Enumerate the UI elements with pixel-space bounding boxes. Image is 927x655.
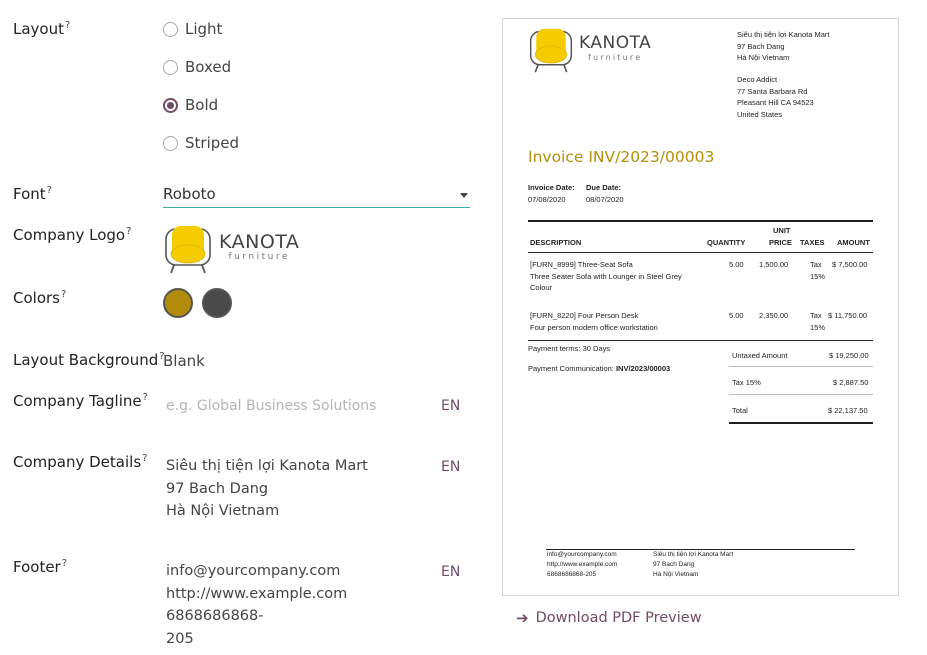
- download-pdf-preview-link[interactable]: ➔ Download PDF Preview: [516, 609, 702, 627]
- layout-option-boxed[interactable]: Boxed: [163, 57, 231, 77]
- radio-circle[interactable]: [163, 22, 178, 37]
- col-quantity: QUANTITY: [707, 238, 746, 247]
- font-label: Font?: [13, 185, 52, 203]
- preview-invoice-title: Invoice INV/2023/00003: [528, 148, 715, 166]
- footer-language-button[interactable]: EN: [441, 564, 461, 580]
- layout-option-bold[interactable]: Bold: [163, 95, 218, 115]
- help-tooltip[interactable]: ?: [142, 392, 148, 403]
- layout-background-value[interactable]: Blank: [163, 352, 205, 370]
- footer-field[interactable]: info@yourcompany.com http://www.example.com 6868686868- 205: [166, 563, 348, 647]
- preview-footer-contact: info@yourcompany.com http://www.example.com 6868686868-205: [547, 551, 618, 578]
- company-tagline-input[interactable]: [166, 396, 431, 416]
- help-tooltip[interactable]: ?: [65, 20, 71, 31]
- company-details-language-button[interactable]: EN: [441, 459, 461, 475]
- col-amount: AMOUNT: [837, 238, 870, 247]
- colors-label: Colors?: [13, 289, 67, 307]
- help-tooltip[interactable]: ?: [60, 289, 67, 300]
- font-select[interactable]: [163, 182, 470, 208]
- tagline-language-button[interactable]: EN: [441, 398, 461, 414]
- help-tooltip[interactable]: ?: [159, 351, 165, 362]
- col-unit: UNIT: [773, 226, 791, 235]
- preview-logo: KANOTA furniture: [527, 26, 651, 74]
- secondary-color-swatch[interactable]: [202, 288, 232, 318]
- help-tooltip[interactable]: ?: [46, 185, 52, 196]
- help-tooltip[interactable]: ?: [142, 453, 148, 464]
- preview-footer-address: Siêu thị tiện lợi Kanota Mart 97 Bach Dang Hà Nội Vietnam: [653, 551, 734, 578]
- col-taxes: TAXES: [800, 238, 825, 247]
- company-logo-upload[interactable]: [162, 223, 299, 275]
- radio-circle[interactable]: [163, 136, 178, 151]
- radio-circle[interactable]: [163, 60, 178, 75]
- preview-payment-terms: Payment terms: 30 Days: [528, 344, 611, 353]
- armchair-icon: [527, 26, 575, 74]
- help-tooltip[interactable]: ?: [61, 558, 68, 569]
- layout-option-striped[interactable]: Striped: [163, 133, 239, 153]
- col-description: DESCRIPTION: [530, 238, 582, 247]
- company-tagline-label: Company Tagline?: [13, 392, 148, 410]
- preview-company-address: Siêu thị tiện lợi Kanota Mart 97 Bach Dang Hà Nội Vietnam: [737, 30, 830, 62]
- font-select-value: Roboto: [163, 185, 216, 203]
- preview-invoice-date: Invoice Date: 07/08/2020: [528, 183, 575, 204]
- layout-label: Layout?: [13, 20, 71, 38]
- logo-brand-sub: furniture: [228, 251, 290, 262]
- chevron-down-icon: [460, 193, 468, 198]
- company-details-field[interactable]: Siêu thị tiện lợi Kanota Mart 97 Bach Dang Hà Nội Vietnam: [166, 458, 368, 519]
- table-row: [FURN_8220] Four Person Desk Four person modern office workstation: [530, 311, 658, 332]
- col-price: PRICE: [769, 238, 792, 247]
- primary-color-swatch[interactable]: [163, 288, 193, 318]
- arrow-right-icon: ➔: [516, 609, 529, 627]
- help-tooltip[interactable]: ?: [126, 226, 132, 237]
- company-logo-label: Company Logo?: [13, 226, 132, 244]
- preview-customer-address: Deco Addict 77 Santa Barbara Rd Pleasant Hill CA 94523 United States: [737, 75, 814, 119]
- preview-due-date: Due Date: 08/07/2020: [586, 183, 624, 204]
- layout-background-label: Layout Background?: [13, 351, 165, 369]
- logo-brand-name: KANOTA: [219, 230, 300, 253]
- invoice-preview: KANOTA furniture Siêu thị tiện lợi Kanota Mart 97 Bach Dang Hà Nội Vietnam Deco Addict 77 Santa Barbara Rd Pleasant Hill CA 94523 United States Invoice INV/2023/00003 Invoice Date: 07/08/2020 Due Date: 08/07/2020 DESCRIPTION QUANTITY UNIT PRICE TAXES AMOUNT [FURN_8999] Three-Seat Sofa Three Seater Sofa with Lounger in Steel Grey Colour 5.00 1,500.00 Tax 15% $ 7,500.00 [FURN_8220] Four Person Desk Four person modern office workstation 5.00 2,350.00 Tax 15% $ 11,750.00 Payment terms: 30 Days Payment Communication: INV/2023/00003 Untaxed Amount $ 19,250.00 Tax 15% $ 2,887.50 Total $ 22,137.50 info@yourcompany.com http://www.example.com 6868686868-205 Siêu thị tiện lợi Kanota Mart 97 Bach Dang Hà Nội Vietnam: [502, 18, 899, 596]
- footer-label: Footer?: [13, 558, 68, 576]
- radio-circle[interactable]: [163, 98, 178, 113]
- preview-payment-communication: Payment Communication: INV/2023/00003: [528, 364, 671, 373]
- table-row: [FURN_8999] Three-Seat Sofa Three Seater Sofa with Lounger in Steel Grey Colour: [530, 260, 682, 292]
- armchair-icon: [162, 223, 214, 275]
- layout-option-light[interactable]: Light: [163, 19, 222, 39]
- company-details-label: Company Details?: [13, 453, 148, 471]
